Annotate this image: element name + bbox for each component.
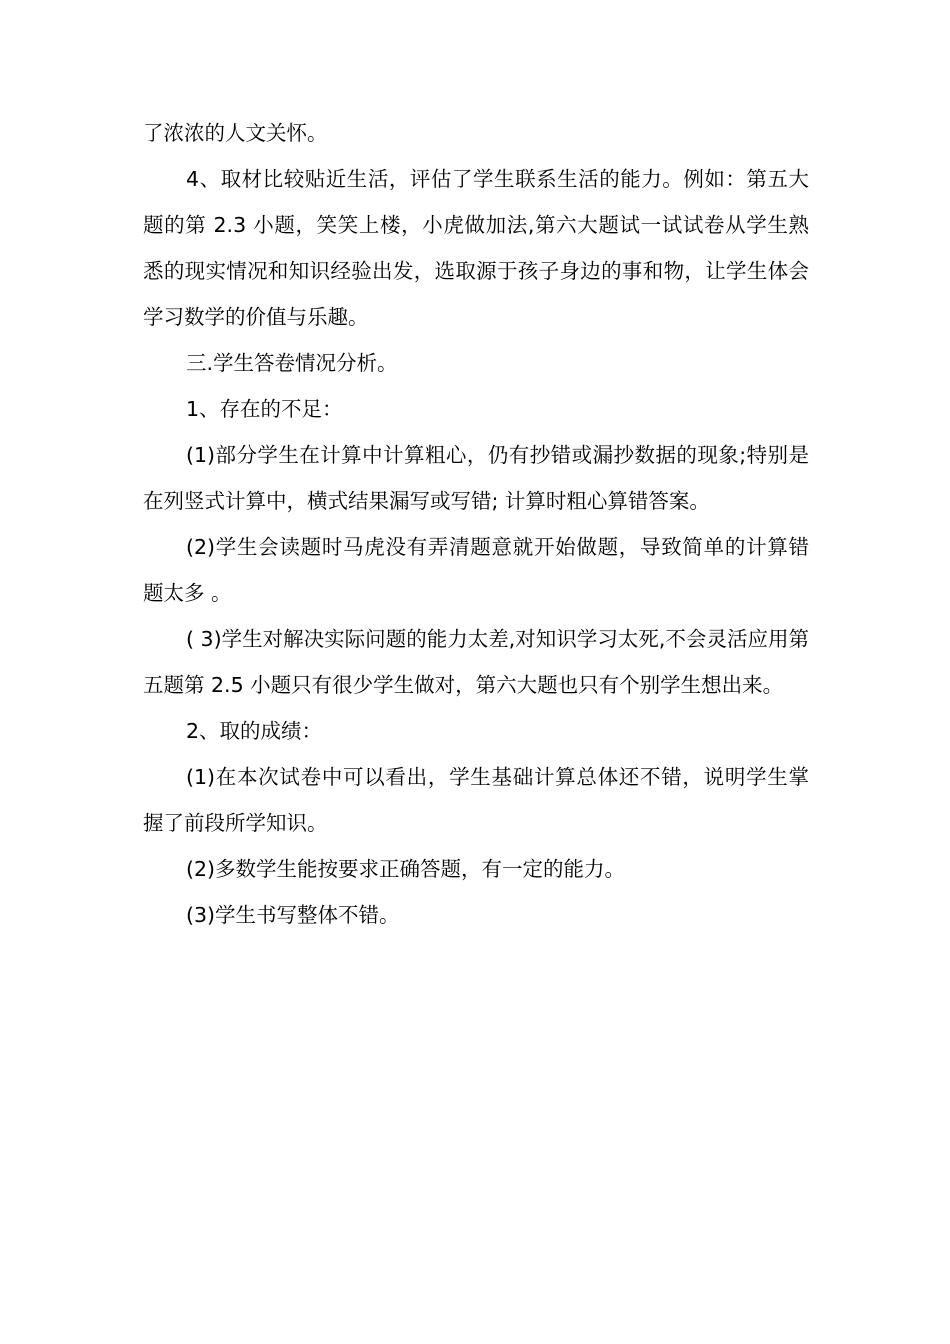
section-heading-analysis: 三.学生答卷情况分析。	[186, 351, 398, 375]
subheading-achievements: 2、取的成绩：	[186, 719, 323, 743]
paragraph-shortcoming-3: ( 3)学生对解决实际问题的能力太差,对知识学习太死,不会灵活应用第五题第 2.5 小题只有很少学生做对，第六大题也只有个别学生想出来。	[143, 627, 809, 697]
paragraph-achievement-3: (3)学生书写整体不错。	[186, 903, 400, 927]
document-body	[143, 110, 809, 938]
paragraph-shortcoming-2: (2)学生会读题时马虎没有弄清题意就开始做题，导致简单的计算错题太多 。	[143, 535, 809, 605]
paragraph-achievement-1: (1)在本次试卷中可以看出，学生基础计算总体还不错，说明学生掌握了前段所学知识。	[143, 765, 809, 835]
paragraph-achievement-2: (2)多数学生能按要求正确答题，有一定的能力。	[186, 857, 626, 881]
paragraph-shortcoming-1: (1)部分学生在计算中计算粗心，仍有抄错或漏抄数据的现象;特别是在列竖式计算中，横式结果漏写或写错; 计算时粗心算错答案。	[143, 443, 809, 513]
paragraph-point-4: 4、取材比较贴近生活，评估了学生联系生活的能力。例如：第五大题的第 2.3 小题，笑笑上楼，小虎做加法,第六大题试一试试卷从学生熟悉的现实情况和知识经验出发，选取源于孩子身边的事和物，让学生体会学习数学的价值与乐趣。	[143, 167, 809, 329]
subheading-shortcomings: 1、存在的不足：	[186, 397, 343, 421]
paragraph-continuation: 了浓浓的人文关怀。	[143, 121, 328, 145]
